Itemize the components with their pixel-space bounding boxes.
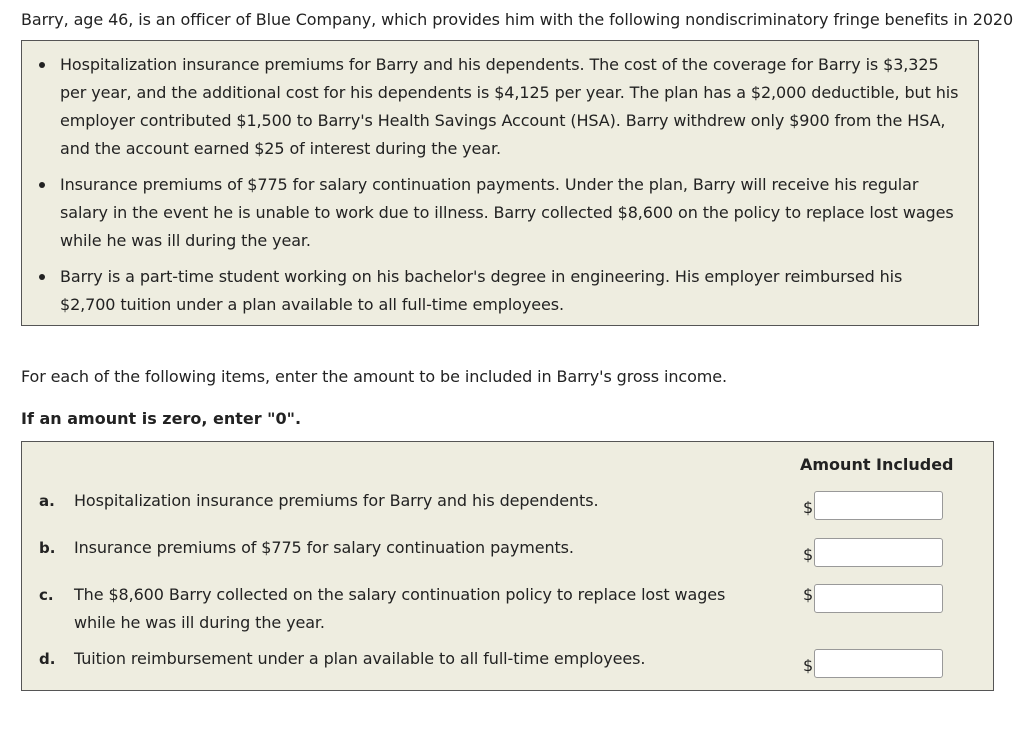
facts-box — [21, 40, 979, 326]
row-letter: c. — [39, 586, 54, 604]
row-letter: d. — [39, 650, 56, 668]
amount-input-d[interactable] — [814, 649, 943, 678]
dollar-sign: $ — [803, 498, 814, 517]
row-letter: a. — [39, 492, 55, 510]
row-letter: b. — [39, 539, 56, 557]
amount-included-header: Amount Included — [800, 455, 954, 474]
dollar-sign: $ — [803, 585, 814, 604]
row-label: Hospitalization insurance premiums for Barry and his dependents. — [74, 491, 599, 510]
fact-item-tuition: Barry is a part-time student working on his bachelor's degree in engineering. His employer reimbursed his $2,700 tuition under a plan available to all full-time employees. — [60, 263, 960, 319]
row-label: Insurance premiums of $775 for salary continuation payments. — [74, 538, 574, 557]
answer-table — [21, 441, 994, 691]
zero-note: If an amount is zero, enter "0". — [21, 409, 302, 428]
instruction-text: For each of the following items, enter the amount to be included in Barry's gross income. — [21, 367, 727, 386]
dollar-sign: $ — [803, 545, 814, 564]
row-label: The $8,600 Barry collected on the salary continuation policy to replace lost wages while he was ill during the year. — [74, 585, 726, 632]
amount-input-b[interactable] — [814, 538, 943, 567]
fact-item-hospitalization: Hospitalization insurance premiums for Barry and his dependents. The cost of the coverage for Barry is $3,325 per year, and the additional cost for his dependents is $4,125 per year. The plan has a $2,000 deductible, but his employer contributed $1,500 to Barry's Health Savings Account (HSA). Barry withdrew only $900 from the HSA, and the account earned $25 of interest during the year. — [60, 51, 960, 163]
amount-input-a[interactable] — [814, 491, 943, 520]
problem-intro: Barry, age 46, is an officer of Blue Company, which provides him with the following nondiscriminatory fringe benefits in 2020 — [21, 10, 1014, 29]
dollar-sign: $ — [803, 656, 814, 675]
amount-input-c[interactable] — [814, 584, 943, 613]
fact-item-salary-continuation: Insurance premiums of $775 for salary continuation payments. Under the plan, Barry will receive his regular salary in the event he is unable to work due to illness. Barry collected $8,600 on the policy to replace lost wages while he was ill during the year. — [60, 171, 960, 255]
row-label: Tuition reimbursement under a plan available to all full-time employees. — [74, 649, 646, 668]
